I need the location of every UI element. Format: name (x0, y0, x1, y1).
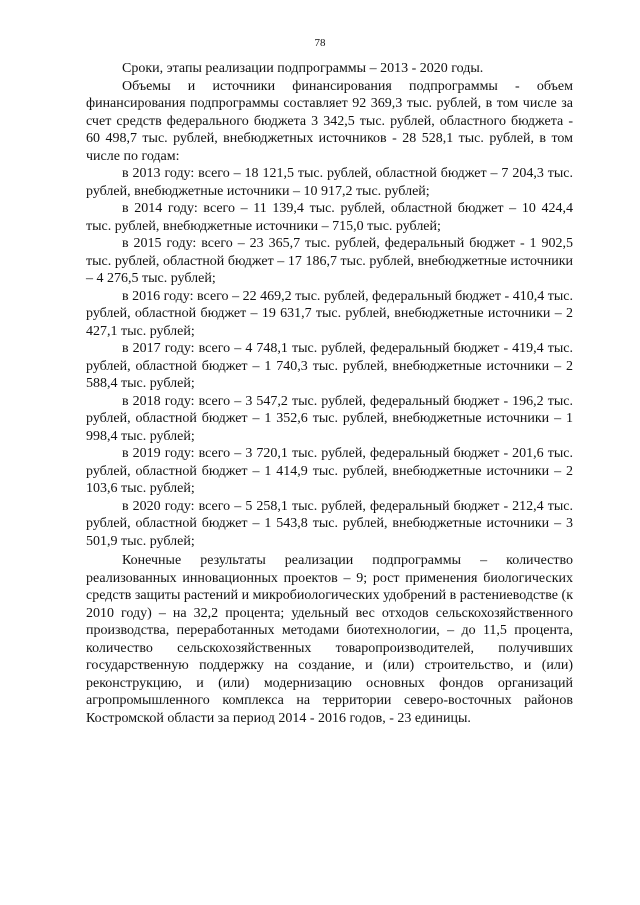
paragraph-year-2018: в 2018 году: всего – 3 547,2 тыс. рублей, федеральный бюджет - 196,2 тыс. рублей, областной бюджет – 1 352,6 тыс. рублей, внебюджетные источники – 1 998,4 тыс. рублей; (86, 393, 573, 444)
paragraph-year-2013: в 2013 году: всего – 18 121,5 тыс. рублей, областной бюджет – 7 204,3 тыс. рублей, внебюджетные источники – 10 917,2 тыс. рублей; (86, 166, 573, 199)
paragraph-terms: Сроки, этапы реализации подпрограммы – 2013 - 2020 годы. (122, 61, 484, 76)
page-number: 78 (314, 37, 326, 49)
paragraph-final-results: Конечные результаты реализации подпрограммы – количество реализованных инновационных проектов – 9; рост применения биологических средств защиты растений и микробиологических удобрений в растениеводстве (к 2010 году) – на 32,2 процента; удельный вес отходов сельскохозяйственного производства, переработанных методами биотехнологии, – до 11,5 процента, количество сельскохозяйственных товаропроизводителей, получивших государственную поддержку на создание, и (или) строительство, и (или) реконструкцию, и (или) модернизацию основных фондов организаций агропромышленного комплекса на территории северо-восточных районов Костромской области за период 2014 - 2016 годов, - 23 единицы. (86, 553, 573, 726)
paragraph-funding-total: Объемы и источники финансирования подпрограммы - объем финансирования подпрограммы составляет 92 369,3 тыс. рублей, в том числе за счет средств федерального бюджета 3 342,5 тыс. рублей, областного бюджета - 60 498,7 тыс. рублей, внебюджетных источников - 28 528,1 тыс. рублей, в том числе по годам: (86, 78, 573, 164)
document-body (86, 60, 573, 727)
paragraph-year-2015: в 2015 году: всего – 23 365,7 тыс. рублей, федеральный бюджет - 1 902,5 тыс. рублей, областной бюджет – 17 186,7 тыс. рублей, внебюджетные источники – 4 276,5 тыс. рублей; (86, 236, 573, 286)
paragraph-year-2017: в 2017 году: всего – 4 748,1 тыс. рублей, федеральный бюджет - 419,4 тыс. рублей, областной бюджет – 1 740,3 тыс. рублей, внебюджетные источники – 2 588,4 тыс. рублей; (86, 341, 573, 391)
paragraph-year-2020: в 2020 году: всего – 5 258,1 тыс. рублей, федеральный бюджет - 212,4 тыс. рублей, областной бюджет – 1 543,8 тыс. рублей, внебюджетные источники – 3 501,9 тыс. рублей; (86, 498, 573, 549)
paragraph-year-2016: в 2016 году: всего – 22 469,2 тыс. рублей, федеральный бюджет - 410,4 тыс. рублей, областной бюджет – 19 631,7 тыс. рублей, внебюджетные источники – 2 427,1 тыс. рублей; (86, 288, 573, 339)
paragraph-year-2014: в 2014 году: всего – 11 139,4 тыс. рублей, областной бюджет – 10 424,4 тыс. рублей, внебюджетные источники – 715,0 тыс. рублей; (86, 201, 573, 234)
paragraph-year-2019: в 2019 году: всего – 3 720,1 тыс. рублей, федеральный бюджет - 201,6 тыс. рублей, областной бюджет – 1 414,9 тыс. рублей, внебюджетные источники – 2 103,6 тыс. рублей; (86, 446, 573, 496)
